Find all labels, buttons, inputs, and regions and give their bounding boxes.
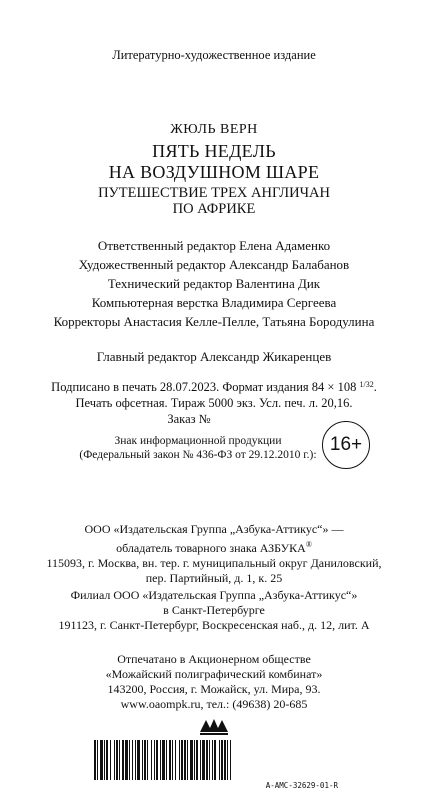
book-subtitle	[0, 185, 428, 217]
book-title-line: ПЯТЬ НЕДЕЛЬ	[152, 141, 276, 161]
author-name: ЖЮЛЬ ВЕРН	[170, 122, 258, 137]
credits-list	[0, 236, 428, 331]
order-number	[0, 411, 428, 427]
print-info-text: Подписано в печать 28.07.2023. Формат издания 84 × 108	[51, 380, 360, 394]
info-product-line: Знак информационной продукции	[114, 435, 282, 447]
print-info-end: .	[373, 380, 377, 394]
printer-line: «Можайский полиграфический комбинат»	[105, 667, 323, 681]
credit-line: Компьютерная верстка Владимира Сергеева	[91, 295, 337, 310]
print-info	[0, 377, 428, 427]
chief-editor: Главный редактор Александр Жикаренцев	[96, 349, 332, 364]
branch-line: Филиал ООО «Издательская Группа „Азбука-Аттикус“»	[70, 588, 358, 602]
publisher-line	[0, 537, 428, 556]
order-label: Заказ №	[167, 412, 211, 426]
credit-line: Технический редактор Валентина Дик	[107, 276, 321, 291]
printer-logo-icon	[196, 716, 232, 736]
format-fraction: 1/32	[359, 380, 374, 389]
info-product-line: (Федеральный закон № 436-ФЗ от 29.12.2010 г.):	[79, 449, 317, 461]
edition-type: Литературно-художественное издание	[112, 48, 316, 62]
publisher-line: ООО «Издательская Группа „Азбука-Аттикус“» —	[84, 522, 344, 536]
publisher-info	[0, 522, 428, 586]
info-product-label	[78, 434, 318, 462]
age-rating-badge: 16+	[322, 421, 370, 469]
branch-line: 191123, г. Санкт-Петербург, Воскресенская наб., д. 12, лит. А	[58, 618, 370, 632]
credit-line: Корректоры Анастасия Келле-Пелле, Татьяна Бородулина	[53, 314, 375, 329]
publisher-line: 115093, г. Москва, вн. тер. г. муниципальный округ Даниловский,	[46, 556, 382, 570]
printer-info	[0, 652, 428, 712]
book-title	[0, 141, 428, 183]
book-title-line: НА ВОЗДУШНОМ ШАРЕ	[108, 162, 320, 182]
credit-line: Ответственный редактор Елена Адаменко	[97, 238, 331, 253]
printer-line: Отпечатано в Акционерном обществе	[117, 652, 311, 666]
publisher-line: пер. Партийный, д. 1, к. 25	[145, 571, 283, 585]
printer-line: www.oaompk.ru, тел.: (49638) 20-685	[120, 697, 308, 711]
barcode-number: А-АМС-32629-01-R	[265, 781, 338, 790]
barcode-icon	[94, 740, 338, 786]
publisher-trademark-text: обладатель товарного знака АЗБУКА	[116, 541, 306, 555]
book-subtitle-line: ПУТЕШЕСТВИЕ ТРЕХ АНГЛИЧАН	[98, 185, 330, 201]
print-info-line: Печать офсетная. Тираж 5000 экз. Усл. печ. л. 20,16.	[75, 396, 353, 410]
branch-line: в Санкт-Петербурге	[163, 603, 265, 617]
book-subtitle-line: ПО АФРИКЕ	[172, 201, 256, 217]
registered-mark: ®	[305, 540, 312, 549]
printer-line: 143200, Россия, г. Можайск, ул. Мира, 93.	[107, 682, 321, 696]
credit-line: Художественный редактор Александр Балабанов	[78, 257, 350, 272]
print-info-line	[0, 377, 428, 395]
branch-info	[0, 588, 428, 633]
